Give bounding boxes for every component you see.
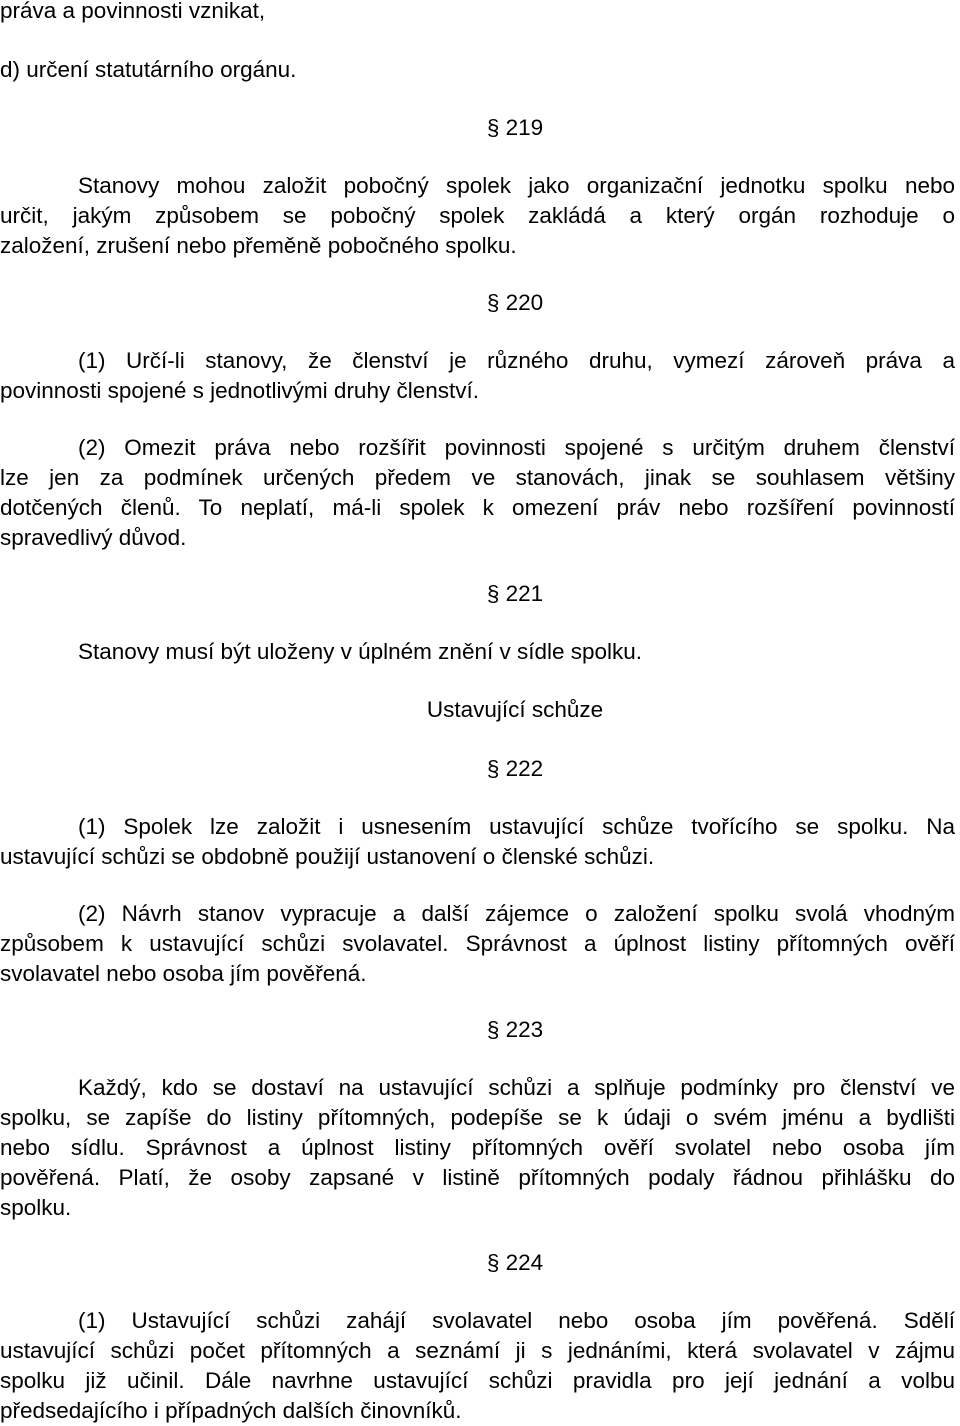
- text-line: Stanovy mohou založit pobočný spolek jako organizační jednotku spolku nebo: [78, 173, 955, 198]
- section-219-paragraph: [0, 171, 955, 261]
- text-line: povinnosti spojené s jednotlivými druhy členství.: [0, 378, 479, 403]
- text-line: (2) Návrh stanov vypracuje a další zájemce o založení spolku svolá vhodným: [78, 901, 955, 926]
- text-line: (1) Určí-li stanovy, že členství je různého druhu, vymezí zároveň práva a: [78, 348, 955, 373]
- text-line: dotčených členů. To neplatí, má-li spolek k omezení práv nebo rozšíření povinností: [0, 495, 955, 520]
- text-line: pověřená. Platí, že osoby zapsané v listině přítomných podaly řádnou přihlášku do: [0, 1165, 955, 1190]
- section-heading-219: § 219: [486, 115, 544, 140]
- text-line: práva a povinnosti vznikat,: [0, 0, 266, 23]
- text-line: spolku, se zapíše do listiny přítomných, podepíše se k údaji o svém jménu a bydlišti: [0, 1105, 955, 1130]
- text-line: (2) Omezit práva nebo rozšířit povinnosti spojené s určitým druhem členství: [78, 435, 955, 460]
- subsection-title: Ustavující schůze: [426, 697, 604, 722]
- text-line: ustavující schůzi počet přítomných a seznámí ji s jednáními, která svolavatel v zájmu: [0, 1338, 955, 1363]
- section-heading-222: § 222: [486, 756, 544, 781]
- section-224-paragraph-1: [0, 1306, 955, 1426]
- list-item-d: [0, 55, 955, 85]
- section-221-paragraph: [0, 637, 960, 667]
- text-line: spravedlivý důvod.: [0, 525, 187, 550]
- section-220-paragraph-1: [0, 346, 955, 406]
- section-222-paragraph-1: [0, 812, 955, 872]
- text-line: (1) Spolek lze založit i usnesením ustavující schůze tvořícího se spolku. Na: [78, 814, 955, 839]
- text-line: d) určení statutárního orgánu.: [0, 57, 297, 82]
- text-line: způsobem k ustavující schůzi svolavatel. Správnost a úplnost listiny přítomných ověří: [0, 931, 955, 956]
- text-line: Stanovy musí být uloženy v úplném znění v sídle spolku.: [78, 639, 643, 664]
- text-line: lze jen za podmínek určených předem ve stanovách, jinak se souhlasem většiny: [0, 465, 955, 490]
- section-heading-221: § 221: [486, 581, 544, 606]
- text-line: spolku již učinil. Dále navrhne ustavující schůzi pravidla pro její jednání a volbu: [0, 1368, 955, 1393]
- section-220-paragraph-2: [0, 433, 955, 553]
- text-line: založení, zrušení nebo přeměně pobočného spolku.: [0, 233, 517, 258]
- text-line: ustavující schůzi se obdobně použijí ustanovení o členské schůzi.: [0, 844, 655, 869]
- text-line: svolavatel nebo osoba jím pověřená.: [0, 961, 367, 986]
- section-heading-223: § 223: [486, 1017, 544, 1042]
- text-line: spolku.: [0, 1195, 72, 1220]
- section-223-paragraph: [0, 1073, 955, 1223]
- paragraph-fragment: [0, 0, 955, 26]
- section-222-paragraph-2: [0, 899, 955, 989]
- text-line: Každý, kdo se dostaví na ustavující schůzi a splňuje podmínky pro členství ve: [78, 1075, 955, 1100]
- section-heading-224: § 224: [486, 1250, 544, 1275]
- text-line: (1) Ustavující schůzi zahájí svolavatel nebo osoba jím pověřená. Sdělí: [78, 1308, 955, 1333]
- text-line: nebo sídlu. Správnost a úplnost listiny přítomných ověří svolatel nebo osoba jím: [0, 1135, 955, 1160]
- section-heading-220: § 220: [486, 290, 544, 315]
- text-line: určit, jakým způsobem se pobočný spolek zakládá a který orgán rozhoduje o: [0, 203, 955, 228]
- text-line: předsedajícího i případných dalších činovníků.: [0, 1398, 462, 1423]
